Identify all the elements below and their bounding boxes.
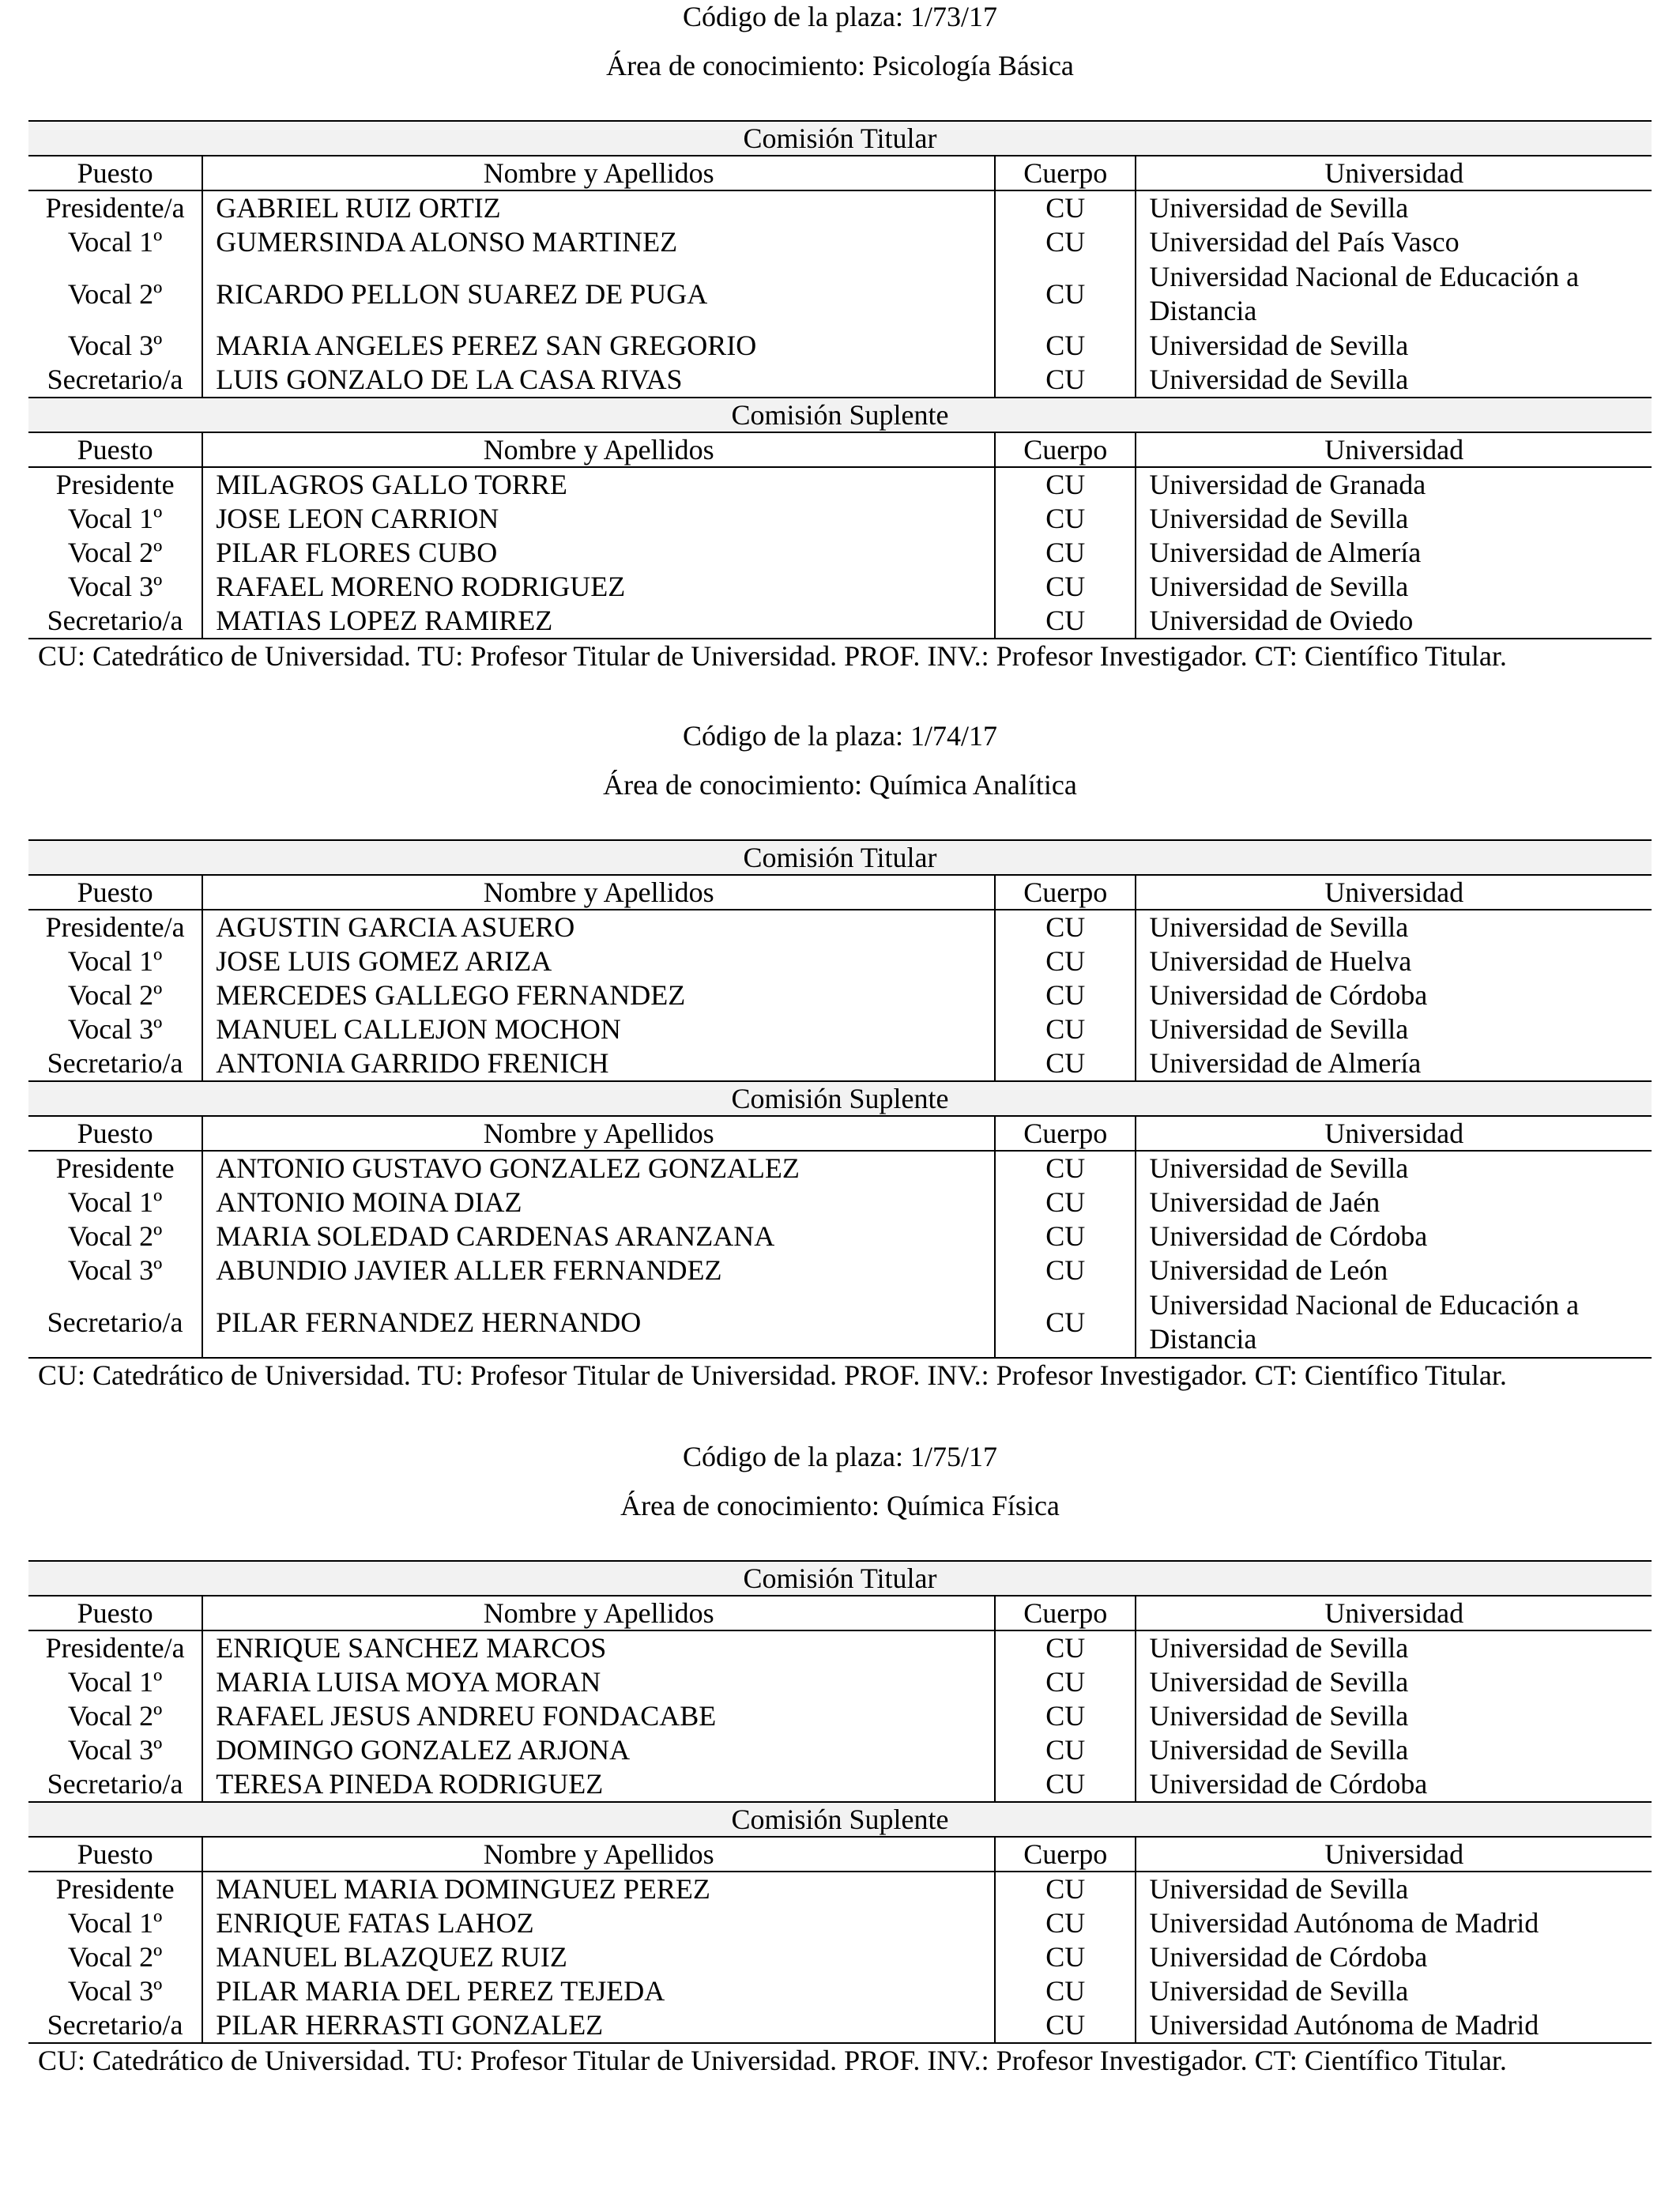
puesto-cell: Presidente/a	[45, 1632, 185, 1664]
puesto-cell: Vocal 2º	[67, 277, 163, 310]
puesto-cell: Secretario/a	[47, 1768, 183, 1800]
puesto-cell: Secretario/a	[47, 1047, 183, 1079]
nombre-cell: RAFAEL MORENO RODRIGUEZ	[202, 570, 995, 604]
nombre-cell: MATIAS LOPEZ RAMIREZ	[202, 604, 995, 639]
column-header-row	[28, 156, 1652, 190]
puesto-cell: Presidente	[55, 469, 175, 500]
puesto-cell: Secretario/a	[28, 1287, 202, 1358]
cuerpo-cell: CU	[1045, 1941, 1086, 1973]
puesto-cell: Vocal 2º	[67, 537, 163, 568]
table-row	[28, 1872, 1652, 1906]
table-row	[28, 1699, 1652, 1733]
nombre-cell: ENRIQUE FATAS LAHOZ	[202, 1906, 995, 1940]
column-header-row	[28, 875, 1652, 910]
column-header: Puesto	[28, 1596, 202, 1630]
comision-suplente-caption	[28, 398, 1652, 432]
cuerpo-cell: CU	[1045, 1220, 1086, 1252]
nombre-cell: PILAR MARIA DEL PEREZ TEJEDA	[202, 1974, 995, 2008]
universidad-cell: Universidad Nacional de Educación a Distancia	[1136, 259, 1652, 329]
table-row	[28, 1940, 1652, 1974]
universidad-cell: Universidad Autónoma de Madrid	[1136, 2008, 1652, 2043]
column-header: Puesto	[28, 875, 202, 910]
comision-titular-title: Comisión Titular	[28, 840, 1652, 875]
column-header: Nombre y Apellidos	[202, 1837, 995, 1872]
universidad-cell: Universidad de Almería	[1136, 1046, 1652, 1081]
puesto-cell: Vocal 3º	[67, 571, 163, 602]
cuerpo-cell: CU	[1045, 1254, 1086, 1286]
puesto-cell: Vocal 3º	[67, 1975, 163, 2007]
puesto-cell: Vocal 2º	[67, 979, 163, 1011]
column-header: Cuerpo	[995, 1596, 1136, 1630]
comision-titular-title: Comisión Titular	[28, 1561, 1652, 1596]
table-row	[28, 1287, 1652, 1358]
puesto-cell: Vocal 1º	[67, 1907, 163, 1939]
cuerpo-cell: CU	[1045, 537, 1086, 568]
table-row	[28, 329, 1652, 363]
abbreviation-legend: CU: Catedrático de Universidad. TU: Profesor Titular de Universidad. PROF. INV.: Profesor Investigador. CT: Científico Titular.	[38, 2045, 1507, 2076]
puesto-cell: Presidente/a	[45, 911, 185, 943]
universidad-cell: Universidad Autónoma de Madrid	[1136, 1906, 1652, 1940]
puesto-cell: Vocal 2º	[67, 1220, 163, 1252]
nombre-cell: ENRIQUE SANCHEZ MARCOS	[202, 1630, 995, 1665]
nombre-cell: GUMERSINDA ALONSO MARTINEZ	[202, 225, 995, 259]
cuerpo-cell: CU	[1045, 226, 1086, 258]
puesto-cell: Vocal 3º	[67, 1254, 163, 1286]
plaza-header	[28, 0, 1652, 90]
comision-titular-caption	[28, 840, 1652, 875]
column-header-row	[28, 432, 1652, 467]
puesto-cell: Vocal 1º	[67, 1186, 163, 1218]
universidad-cell: Universidad de Sevilla	[1136, 329, 1652, 363]
table-row	[28, 536, 1652, 570]
table-row	[28, 225, 1652, 259]
table-row	[28, 467, 1652, 502]
nombre-cell: PILAR HERRASTI GONZALEZ	[202, 2008, 995, 2043]
cuerpo-cell: CU	[1045, 1768, 1086, 1800]
universidad-cell: Universidad de Sevilla	[1136, 1733, 1652, 1767]
plaza-header	[28, 719, 1652, 809]
table-row	[28, 1012, 1652, 1046]
column-header: Puesto	[28, 1837, 202, 1872]
table-row	[28, 363, 1652, 398]
comision-titular-caption	[28, 1561, 1652, 1596]
table-row	[28, 2008, 1652, 2043]
nombre-cell: ANTONIO MOINA DIAZ	[202, 1186, 995, 1220]
puesto-cell: Vocal 3º	[67, 330, 163, 361]
universidad-cell: Universidad de Sevilla	[1136, 1151, 1652, 1186]
cuerpo-cell: CU	[995, 1287, 1136, 1358]
abbreviation-legend: CU: Catedrático de Universidad. TU: Profesor Titular de Universidad. PROF. INV.: Profesor Investigador. CT: Científico Titular.	[38, 1359, 1507, 1391]
table-row	[28, 1767, 1652, 1802]
abbreviation-legend: CU: Catedrático de Universidad. TU: Profesor Titular de Universidad. PROF. INV.: Profesor Investigador. CT: Científico Titular.	[38, 640, 1507, 672]
puesto-cell: Vocal 1º	[67, 1666, 163, 1698]
cuerpo-cell: CU	[1045, 469, 1086, 500]
nombre-cell: ABUNDIO JAVIER ALLER FERNANDEZ	[202, 1253, 995, 1287]
nombre-cell: MILAGROS GALLO TORRE	[202, 467, 995, 502]
cuerpo-cell: CU	[995, 604, 1136, 639]
cuerpo-cell: CU	[1045, 1666, 1086, 1698]
column-header: Universidad	[1136, 875, 1652, 910]
universidad-cell: Universidad de Huelva	[1136, 944, 1652, 978]
column-header: Cuerpo	[995, 432, 1136, 467]
universidad-cell: Universidad de Sevilla	[1136, 1012, 1652, 1046]
plaza-section	[28, 0, 1652, 673]
cuerpo-cell: CU	[1045, 1975, 1086, 2007]
cuerpo-cell: CU	[1045, 1907, 1086, 1939]
table-row	[28, 190, 1652, 225]
column-header-row	[28, 1116, 1652, 1151]
nombre-cell: MANUEL CALLEJON MOCHON	[202, 1012, 995, 1046]
universidad-cell: Universidad de Almería	[1136, 536, 1652, 570]
nombre-cell: PILAR FLORES CUBO	[202, 536, 995, 570]
comision-suplente-title: Comisión Suplente	[28, 1802, 1652, 1837]
cuerpo-cell: CU	[1045, 571, 1086, 602]
universidad-cell: Universidad Nacional de Educación a Distancia	[1136, 1287, 1652, 1358]
nombre-cell: MARIA ANGELES PEREZ SAN GREGORIO	[202, 329, 995, 363]
table-row	[28, 1733, 1652, 1767]
table-row	[28, 259, 1652, 329]
cuerpo-cell: CU	[1045, 1873, 1086, 1905]
column-header: Universidad	[1136, 432, 1652, 467]
comision-suplente-title: Comisión Suplente	[28, 1081, 1652, 1116]
table-row	[28, 944, 1652, 978]
table-row	[28, 910, 1652, 944]
column-header: Cuerpo	[995, 875, 1136, 910]
table-row	[28, 1974, 1652, 2008]
cuerpo-cell: CU	[1045, 1632, 1086, 1664]
universidad-cell: Universidad de Oviedo	[1136, 604, 1652, 639]
table-row	[28, 502, 1652, 536]
area-conocimiento: Área de conocimiento: Psicología Básica	[606, 50, 1074, 81]
cuerpo-cell: CU	[1045, 945, 1086, 977]
universidad-cell: Universidad de Córdoba	[1136, 1767, 1652, 1802]
nombre-cell: MANUEL BLAZQUEZ RUIZ	[202, 1940, 995, 1974]
puesto-cell: Presidente	[55, 1152, 175, 1184]
nombre-cell: PILAR FERNANDEZ HERNANDO	[202, 1287, 995, 1358]
universidad-cell: Universidad de Sevilla	[1136, 190, 1652, 225]
comision-table	[28, 839, 1652, 1359]
universidad-cell: Universidad de Córdoba	[1136, 1220, 1652, 1253]
puesto-cell: Secretario/a	[47, 364, 183, 395]
comision-table	[28, 120, 1652, 639]
comision-suplente-title: Comisión Suplente	[28, 398, 1652, 432]
puesto-cell: Vocal 1º	[67, 226, 163, 258]
column-header: Universidad	[1136, 1116, 1652, 1151]
universidad-cell: Universidad de Sevilla	[1136, 1872, 1652, 1906]
universidad-cell: Universidad de Sevilla	[1136, 570, 1652, 604]
comision-titular-title: Comisión Titular	[28, 121, 1652, 156]
column-header: Nombre y Apellidos	[202, 156, 995, 190]
column-header: Puesto	[28, 1116, 202, 1151]
column-header: Universidad	[1136, 1596, 1652, 1630]
cuerpo-cell: CU	[1045, 1047, 1086, 1079]
column-header: Nombre y Apellidos	[202, 875, 995, 910]
nombre-cell: JOSE LEON CARRION	[202, 502, 995, 536]
table-row	[28, 978, 1652, 1012]
cuerpo-cell: CU	[1045, 364, 1086, 395]
universidad-cell: Universidad de Granada	[1136, 467, 1652, 502]
plaza-code: Código de la plaza: 1/74/17	[683, 720, 997, 752]
cuerpo-cell: CU	[1045, 1013, 1086, 1045]
universidad-cell: Universidad de Sevilla	[1136, 363, 1652, 398]
cuerpo-cell: CU	[1045, 192, 1086, 224]
column-header-row	[28, 1596, 1652, 1630]
nombre-cell: MERCEDES GALLEGO FERNANDEZ	[202, 978, 995, 1012]
column-header-row	[28, 1837, 1652, 1872]
comision-suplente-caption	[28, 1081, 1652, 1116]
plaza-header	[28, 1440, 1652, 1530]
column-header: Universidad	[1136, 156, 1652, 190]
cuerpo-cell: CU	[1045, 330, 1086, 361]
table-row	[28, 1186, 1652, 1220]
nombre-cell: MARIA LUISA MOYA MORAN	[202, 1665, 995, 1699]
nombre-cell: LUIS GONZALO DE LA CASA RIVAS	[202, 363, 995, 398]
table-row	[28, 1253, 1652, 1287]
table-row	[28, 1665, 1652, 1699]
column-header: Cuerpo	[995, 156, 1136, 190]
table-row	[28, 1630, 1652, 1665]
nombre-cell: RAFAEL JESUS ANDREU FONDACABE	[202, 1699, 995, 1733]
puesto-cell: Secretario/a	[28, 2008, 202, 2043]
puesto-cell: Vocal 2º	[67, 1700, 163, 1732]
puesto-cell: Vocal 3º	[67, 1734, 163, 1766]
cuerpo-cell: CU	[1045, 1186, 1086, 1218]
universidad-cell: Universidad de Córdoba	[1136, 978, 1652, 1012]
column-header: Nombre y Apellidos	[202, 1116, 995, 1151]
puesto-cell: Vocal 3º	[67, 1013, 163, 1045]
universidad-cell: Universidad de León	[1136, 1253, 1652, 1287]
table-row	[28, 570, 1652, 604]
plaza-section	[28, 1440, 1652, 2077]
nombre-cell: JOSE LUIS GOMEZ ARIZA	[202, 944, 995, 978]
nombre-cell: AGUSTIN GARCIA ASUERO	[202, 910, 995, 944]
column-header: Nombre y Apellidos	[202, 1596, 995, 1630]
puesto-cell: Vocal 2º	[67, 1941, 163, 1973]
comision-titular-caption	[28, 121, 1652, 156]
table-row	[28, 1151, 1652, 1186]
comision-table	[28, 1560, 1652, 2044]
universidad-cell: Universidad de Sevilla	[1136, 1699, 1652, 1733]
column-header: Cuerpo	[995, 1837, 1136, 1872]
comision-suplente-caption	[28, 1802, 1652, 1837]
puesto-cell: Vocal 1º	[67, 503, 163, 534]
nombre-cell: ANTONIA GARRIDO FRENICH	[202, 1046, 995, 1081]
puesto-cell: Vocal 1º	[67, 945, 163, 977]
cuerpo-cell: CU	[1045, 1734, 1086, 1766]
cuerpo-cell: CU	[1045, 1700, 1086, 1732]
nombre-cell: DOMINGO GONZALEZ ARJONA	[202, 1733, 995, 1767]
nombre-cell: GABRIEL RUIZ ORTIZ	[202, 190, 995, 225]
universidad-cell: Universidad de Sevilla	[1136, 1630, 1652, 1665]
universidad-cell: Universidad del País Vasco	[1136, 225, 1652, 259]
universidad-cell: Universidad de Sevilla	[1136, 1974, 1652, 2008]
nombre-cell: TERESA PINEDA RODRIGUEZ	[202, 1767, 995, 1802]
column-header: Nombre y Apellidos	[202, 432, 995, 467]
cuerpo-cell: CU	[1045, 1152, 1086, 1184]
area-conocimiento: Área de conocimiento: Química Física	[620, 1490, 1060, 1521]
area-conocimiento: Área de conocimiento: Química Analítica	[603, 769, 1077, 801]
column-header: Cuerpo	[995, 1116, 1136, 1151]
puesto-cell: Presidente/a	[45, 192, 185, 224]
cuerpo-cell: CU	[1045, 911, 1086, 943]
universidad-cell: Universidad de Sevilla	[1136, 502, 1652, 536]
nombre-cell: RICARDO PELLON SUAREZ DE PUGA	[202, 259, 995, 329]
nombre-cell: MANUEL MARIA DOMINGUEZ PEREZ	[202, 1872, 995, 1906]
table-row	[28, 1220, 1652, 1253]
nombre-cell: ANTONIO GUSTAVO GONZALEZ GONZALEZ	[202, 1151, 995, 1186]
universidad-cell: Universidad de Jaén	[1136, 1186, 1652, 1220]
column-header: Universidad	[1136, 1837, 1652, 1872]
universidad-cell: Universidad de Córdoba	[1136, 1940, 1652, 1974]
puesto-cell: Presidente	[55, 1873, 175, 1905]
plaza-section	[28, 719, 1652, 1392]
cuerpo-cell: CU	[1045, 277, 1086, 310]
cuerpo-cell: CU	[995, 2008, 1136, 2043]
plaza-code: Código de la plaza: 1/75/17	[683, 1441, 997, 1472]
cuerpo-cell: CU	[1045, 979, 1086, 1011]
column-header: Puesto	[28, 156, 202, 190]
universidad-cell: Universidad de Sevilla	[1136, 1665, 1652, 1699]
universidad-cell: Universidad de Sevilla	[1136, 910, 1652, 944]
table-row	[28, 1906, 1652, 1940]
table-row	[28, 604, 1652, 639]
table-row	[28, 1046, 1652, 1081]
plaza-code: Código de la plaza: 1/73/17	[683, 1, 997, 32]
column-header: Puesto	[28, 432, 202, 467]
nombre-cell: MARIA SOLEDAD CARDENAS ARANZANA	[202, 1220, 995, 1253]
cuerpo-cell: CU	[1045, 503, 1086, 534]
puesto-cell: Secretario/a	[28, 604, 202, 639]
